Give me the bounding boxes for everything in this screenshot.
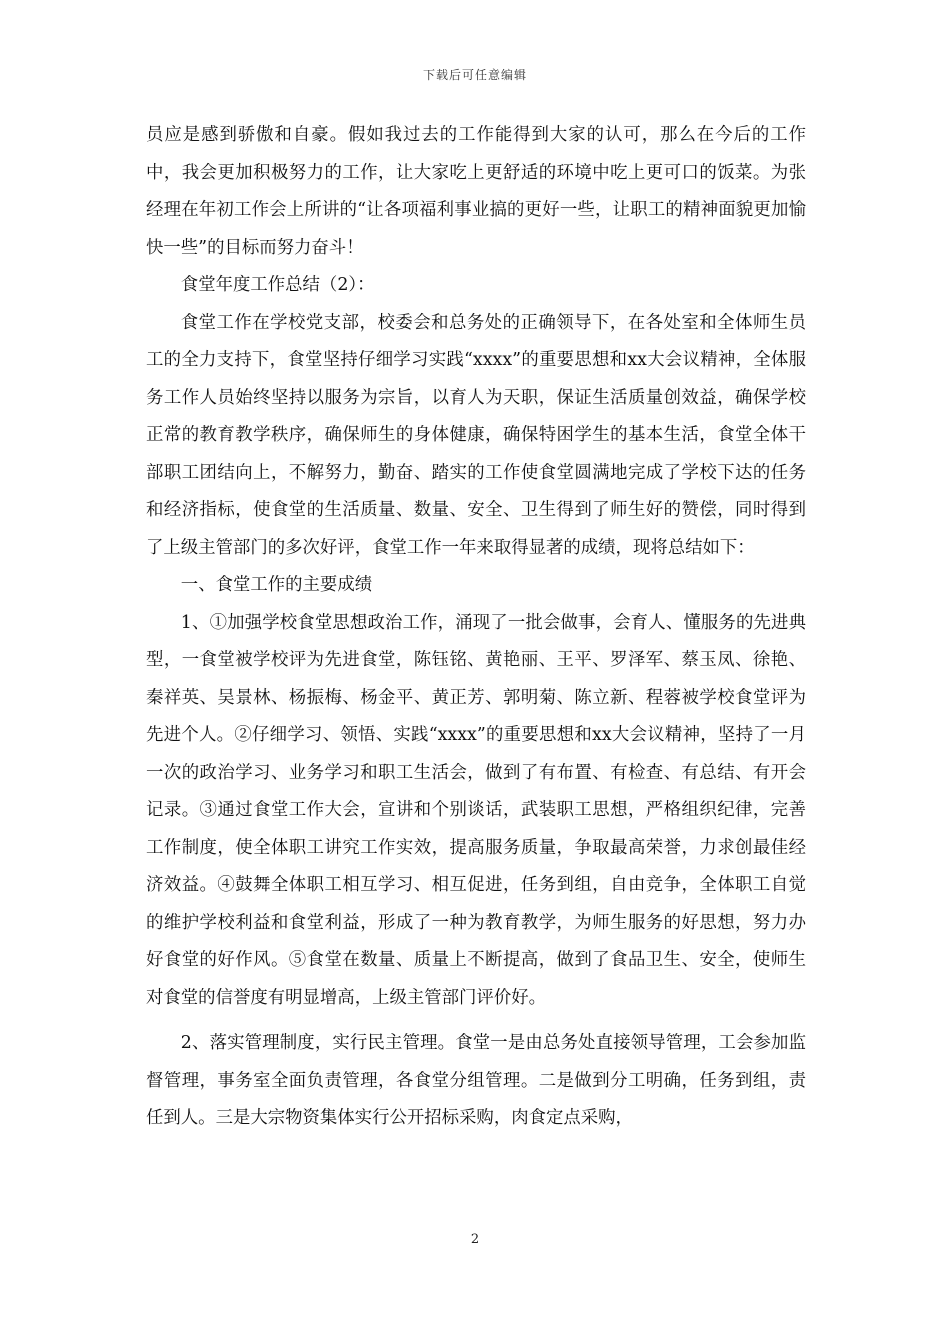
- document-body: [146, 117, 806, 1138]
- paragraph-intro: 食堂工作在学校党支部，校委会和总务处的正确领导下，在各处室和全体师生员工的全力支持下，食堂坚持仔细学习实践“xxxx”的重要思想和xx大会议精神，全体服务工作人员始终坚持以服务为宗旨，以育人为天职，保证生活质量创效益，确保学校正常的教育教学秩序，确保师生的身体健康，确保特困学生的基本生活，食堂全体干部职工团结向上，不解努力，勤奋、踏实的工作使食堂圆满地完成了学校下达的任务和经济指标，使食堂的生活质量、数量、安全、卫生得到了师生好的赞偿，同时得到了上级主管部门的多次好评，食堂工作一年来取得显著的成绩，现将总结如下：: [146, 312, 806, 558]
- section-title: 食堂年度工作总结（2）：: [180, 275, 375, 295]
- paragraph-item-1: 1、①加强学校食堂思想政治工作，涌现了一批会做事，会育人、懂服务的先进典型，一食堂被学校评为先进食堂，陈钰铭、黄艳丽、王平、罗泽军、蔡玉凤、徐艳、秦祥英、吴景林、杨振梅、杨金平、黄正芳、郭明菊、陈立新、程蓉被学校食堂评为先进个人。②仔细学习、领悟、实践“xxxx”的重要思想和xx大会议精神，坚持了一月一次的政治学习、业务学习和职工生活会，做到了有布置、有检查、有总结、有开会记录。③通过食堂工作大会，宣讲和个别谈话，武装职工思想，严格组织纪律，完善工作制度，使全体职工讲究工作实效，提高服务质量，争取最高荣誉，力求创最佳经济效益。④鼓舞全体职工相互学习、相互促进，任务到组，自由竞争，全体职工自觉的维护学校利益和食堂利益，形成了一种为教育教学，为师生服务的好思想，努力办好食堂的好作风。⑤食堂在数量、质量上不断提高，做到了食品卫生、安全，使师生对食堂的信誉度有明显增高，上级主管部门评价好。: [146, 612, 806, 1008]
- page-number: 2: [470, 1232, 480, 1247]
- paragraph-item-2: 2、落实管理制度，实行民主管理。食堂一是由总务处直接领导管理，工会参加监督管理，事务室全面负责管理，各食堂分组管理。二是做到分工明确，任务到组，责任到人。三是大宗物资集体实行公开招标采购，肉食定点采购，: [146, 1033, 806, 1128]
- paragraph-continuation: 员应是感到骄傲和自豪。假如我过去的工作能得到大家的认可，那么在今后的工作中，我会更加积极努力的工作，让大家吃上更舒适的环境中吃上更可口的饭菜。为张经理在年初工作会上所讲的“让各项福利事业搞的更好一些，让职工的精神面貌更加愉快一些”的目标而努力奋斗！: [146, 125, 806, 258]
- heading-main-achievements: 一、食堂工作的主要成绩: [180, 575, 373, 595]
- header-note: 下载后可任意编辑: [422, 68, 527, 82]
